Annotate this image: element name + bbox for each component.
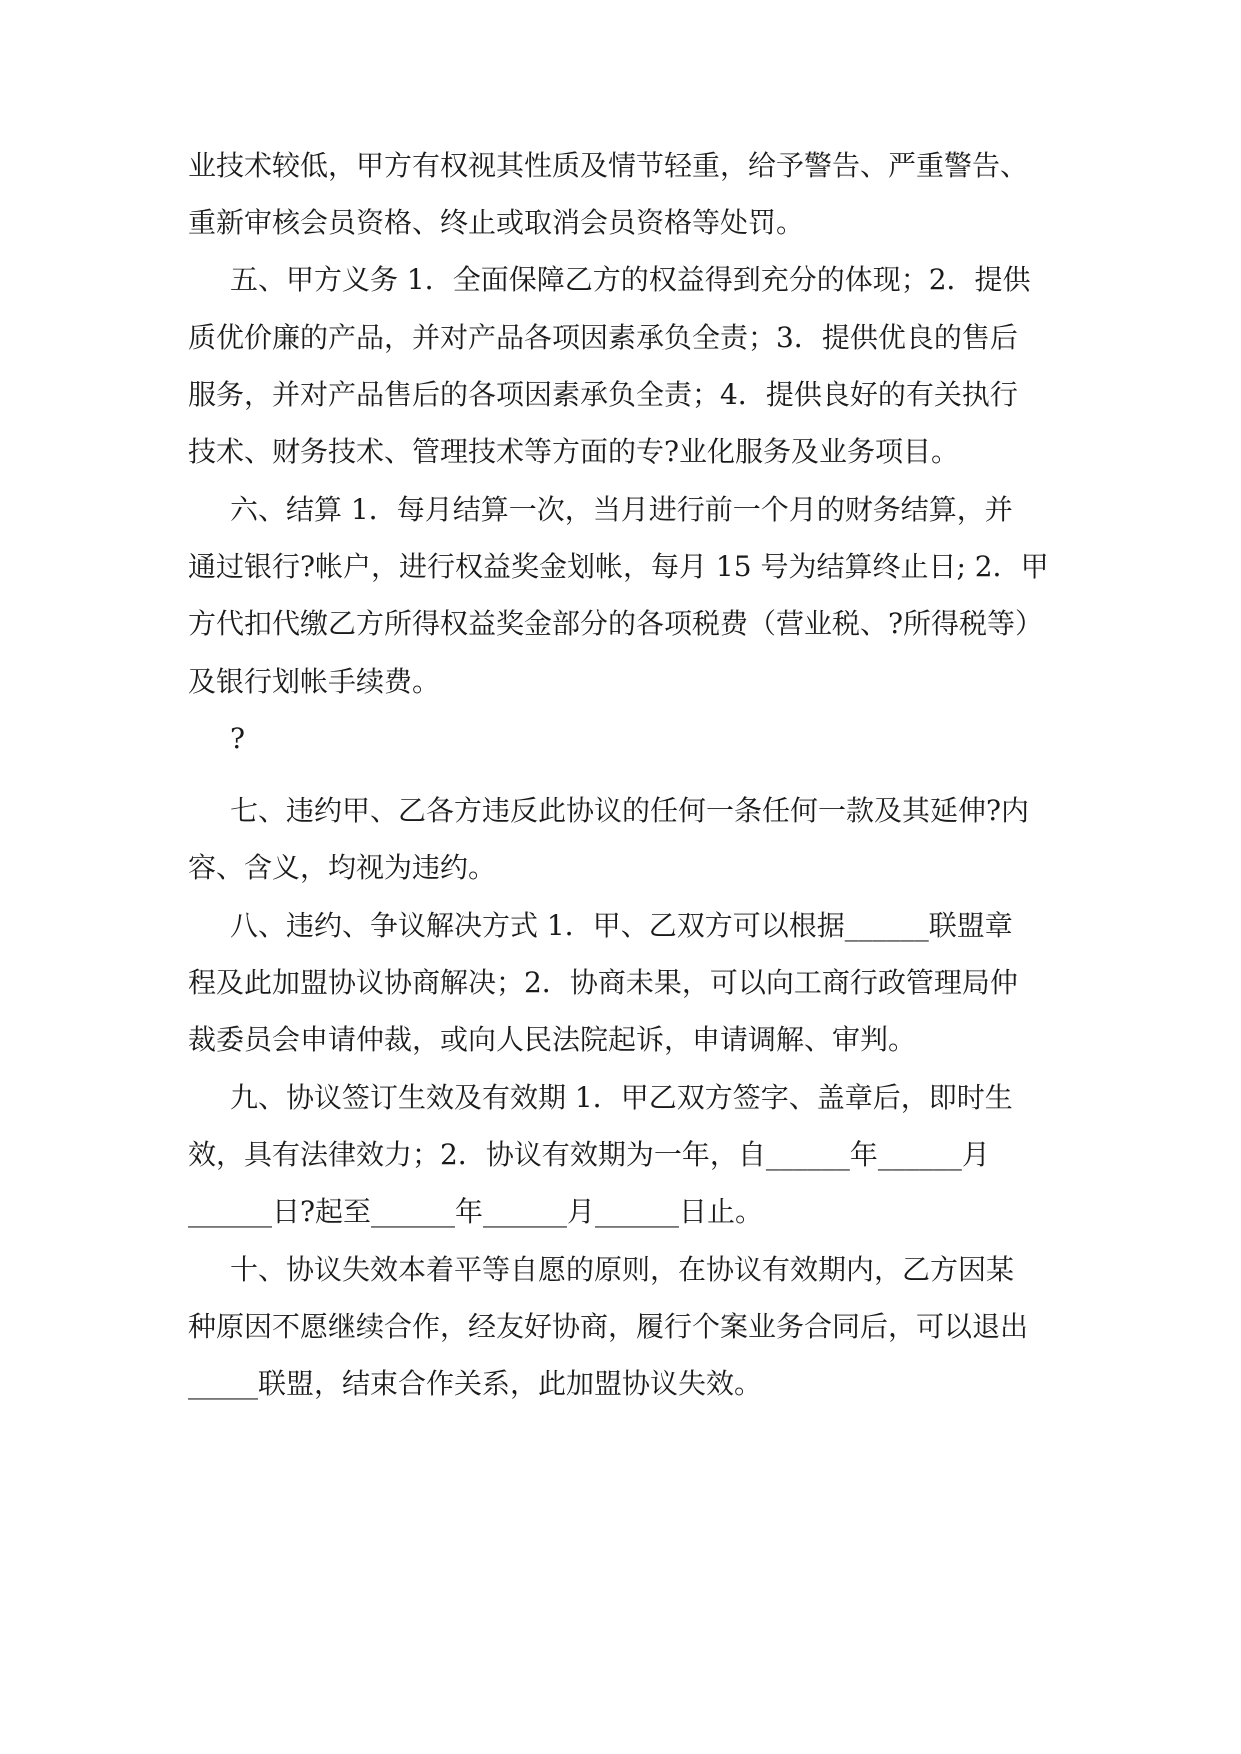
text-line: 及银行划帐手续费。 [188,665,441,698]
section-7-heading-line: 七、违约甲、乙各方违反此协议的任何一条任何一款及其延伸?内 [230,794,1030,827]
text-line: 程及此加盟协议协商解决；2．协商未果，可以向工商行政管理局仲 [188,966,1018,999]
text-line: ______日?起至______年______月______日止。 [188,1195,764,1228]
text-line: 业技术较低，甲方有权视其性质及情节轻重，给予警告、严重警告、 [188,149,1029,182]
text-line: 效，具有法律效力；2．协议有效期为一年，自______年______月 [188,1138,990,1171]
section-6-heading-line: 六、结算 1．每月结算一次，当月进行前一个月的财务结算，并 [230,493,1013,526]
text-line: 质优价廉的产品，并对产品各项因素承负全责；3．提供优良的售后 [188,321,1018,354]
text-line: 容、含义，均视为违约。 [188,851,497,884]
section-9-heading-line: 九、协议签订生效及有效期 1．甲乙双方签字、盖章后，即时生 [230,1081,1013,1114]
text-line: 服务，并对产品售后的各项因素承负全责；4．提供良好的有关执行 [188,378,1018,411]
text-line: 裁委员会申请仲裁，或向人民法院起诉，申请调解、审判。 [188,1023,917,1056]
text-line: 技术、财务技术、管理技术等方面的专?业化服务及业务项目。 [188,435,960,468]
text-line: 重新审核会员资格、终止或取消会员资格等处罚。 [188,206,805,239]
section-8-heading-line: 八、违约、争议解决方式 1．甲、乙双方可以根据______联盟章 [230,909,1013,942]
text-line: 方代扣代缴乙方所得权益奖金部分的各项税费（营业税、?所得税等） [188,607,1044,640]
placeholder-line: ? [230,722,246,755]
text-line: _____联盟，结束合作关系，此加盟协议失效。 [188,1367,763,1400]
section-5-heading-line: 五、甲方义务 1．全面保障乙方的权益得到充分的体现；2．提供 [230,263,1031,296]
text-line: 种原因不愿继续合作，经友好协商，履行个案业务合同后，可以退出 [188,1310,1029,1343]
text-line: 通过银行?帐户，进行权益奖金划帐，每月 15 号为结算终止日; 2．甲 [188,550,1049,583]
section-10-heading-line: 十、协议失效本着平等自愿的原则，在协议有效期内，乙方因某 [230,1253,1015,1286]
